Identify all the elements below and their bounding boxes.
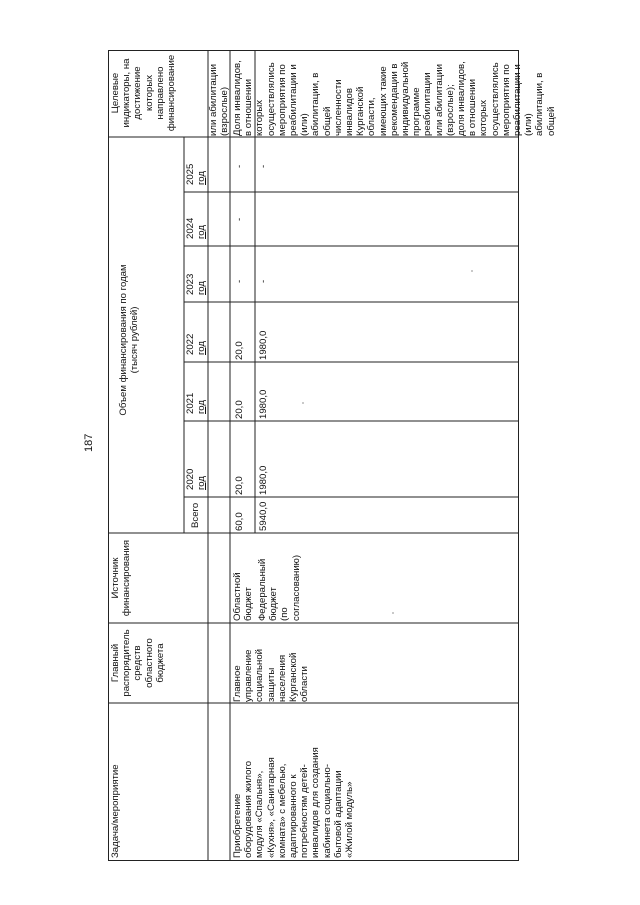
task-cell: Приобретение оборудования жилого модуля «Спальня», «Кухня», «Санитарная комната» с мебелью, адаптированного к потребностям детей- инвалидов для создания кабинета социально- бытовой адаптации «Жилой модуль» [232,747,356,858]
indicator-continuation: или абилитации (взрослые) [208,64,231,136]
row1-total: 60,0 [234,512,245,531]
row2-total: 5940,0 [258,501,269,531]
header-source: Источник финансирования [110,539,133,617]
header-year-2025: 2025 год [185,163,208,185]
header-distributor: Главный распорядитель средств областного бюджета [110,629,166,697]
header-volume: Объем финансирования по годам (тысяч рублей) [118,264,141,416]
row2-2020: 1980,0 [258,465,269,495]
scan-speck [392,612,394,614]
header-year-2023: 2023 год [185,273,208,295]
header-total: Всего [190,502,201,528]
row1-2020: 20,0 [234,476,245,495]
source-regional: Областной бюджет [232,572,255,621]
distributor-cell: Главное управление социальной защиты населения Курганской области [232,648,311,702]
row2-2023: - [258,279,269,283]
header-indicators: Целевые индикаторы, на достижение которых направлено финансирование [110,54,178,132]
row1-2021: 20,0 [234,400,245,419]
row1-2024: - [234,217,245,221]
header-year-2024: 2024 год [185,217,208,239]
row2-2022: 1980,0 [258,330,269,360]
page-number: 187 [83,433,95,452]
header-task: Задача/мероприятие [110,764,121,858]
row2-2025: - [258,164,269,168]
row2-2021: 1980,0 [258,389,269,419]
row1-2022: 20,0 [234,341,245,360]
header-year-2022: 2022 год [185,333,208,355]
header-year-2020: 2020 год [185,468,208,490]
scan-speck [471,270,473,272]
scan-speck [302,402,304,404]
source-federal: Федеральный бюджет (по согласованию) [257,554,302,621]
row1-2025: - [234,164,245,168]
indicators-cell: Доля инвалидов, в отношении которых осуществлялись мероприятия по реабилитации и (или) абилитации, в общей численности инвалидов Курганской области, имеющих такие рекомендации в индивидуальной программе реабилитации или абилитации (взрослые); доля инвалидов, в отношении которых осуществлялись мероприятия по реабилитации и (или) абилитации, в общей [232,60,557,136]
row1-2023: - [234,279,245,283]
header-year-2021: 2021 год [185,392,208,414]
